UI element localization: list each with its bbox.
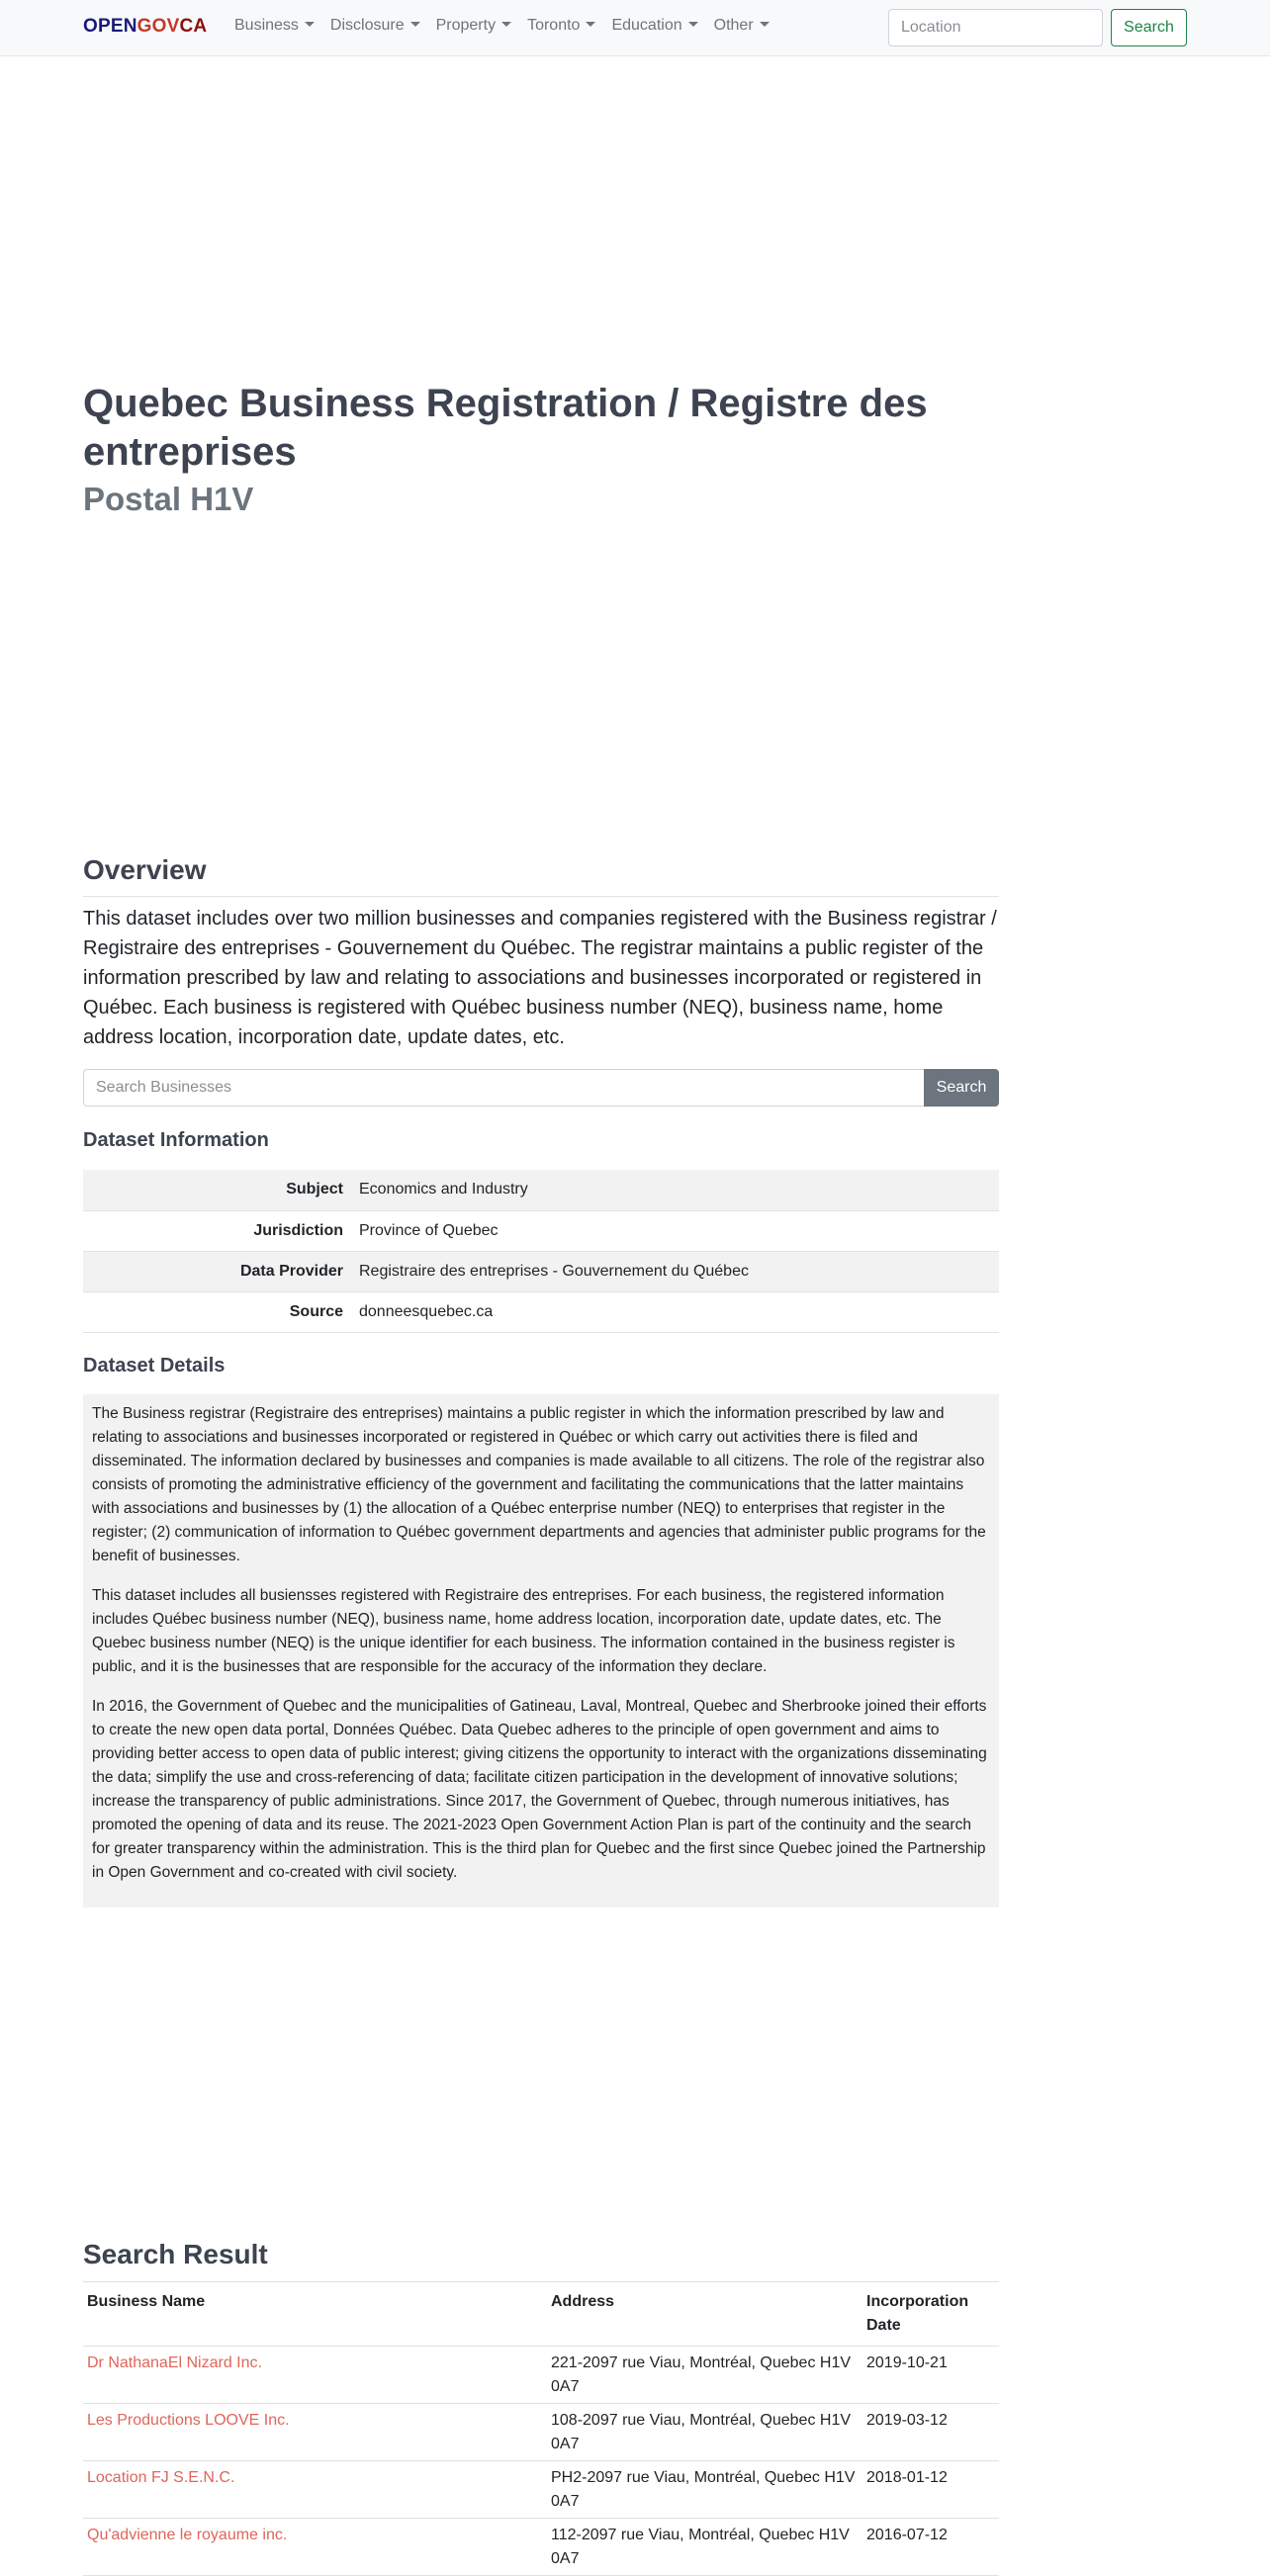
column-header-address: Address	[547, 2282, 862, 2347]
address-cell: 112-2097 rue Viau, Montréal, Quebec H1V 0A7	[547, 2519, 862, 2576]
business-link[interactable]: Les Productions LOOVE Inc.	[87, 2412, 290, 2429]
info-value: Province of Quebec	[359, 1221, 499, 1239]
details-paragraph: This dataset includes all busiensses registered with Registraire des entreprises. For each business, the registered information includes Québec business number (NEQ), business name, home address location, incorporation date, update dates, etc. The Quebec business number (NEQ) is the unique identifier for each business. The information contained in the business register is public, and it is the businesses that are responsible for the accuracy of the information they declare.	[92, 1587, 955, 1675]
dataset-info-heading: Dataset Information	[83, 1129, 269, 1151]
caret-down-icon	[688, 22, 698, 27]
business-name-cell	[83, 2461, 547, 2519]
brand-part-gov: GOV	[136, 16, 180, 37]
brand-part-open: OPEN	[83, 16, 137, 37]
business-name-cell	[83, 2347, 547, 2404]
overview-heading: Overview	[83, 854, 207, 885]
table-row	[83, 2519, 999, 2576]
nav-education-dropdown[interactable]	[611, 17, 697, 35]
nav-disclosure-label: Disclosure	[329, 17, 405, 34]
brand-logo[interactable]	[83, 16, 207, 38]
info-value: Registraire des entreprises - Gouvernement du Québec	[359, 1262, 749, 1280]
nav-business-label: Business	[234, 17, 299, 34]
business-search-input[interactable]	[83, 1069, 924, 1107]
top-navbar	[0, 0, 1270, 56]
nav-menu	[234, 17, 785, 35]
business-link[interactable]: Dr NathanaEl Nizard Inc.	[87, 2354, 262, 2371]
business-search-button[interactable]: Search	[924, 1069, 999, 1107]
address-cell: PH2-2097 rue Viau, Montréal, Quebec H1V 0A7	[547, 2461, 862, 2519]
nav-other-label: Other	[713, 17, 754, 34]
info-row-data-provider	[83, 1251, 999, 1291]
dataset-details-box	[83, 1394, 999, 1908]
dataset-info-table	[83, 1170, 999, 1333]
dataset-details-heading: Dataset Details	[83, 1355, 226, 1377]
address-cell: 221-2097 rue Viau, Montréal, Quebec H1V 0A7	[547, 2347, 862, 2404]
location-search-input[interactable]	[888, 9, 1103, 46]
caret-down-icon	[586, 22, 595, 27]
table-header-row	[83, 2282, 999, 2347]
details-paragraph: In 2016, the Government of Quebec and the municipalities of Gatineau, Laval, Montreal, Quebec and Sherbrooke joined their efforts to create the new open data portal, Données Québec. Data Quebec adheres to the principle of open government and aims to providing better access to open data of public interest; giving citizens the opportunity to interact with the organizations disseminating the data; simplify the use and cross-referencing of data; facilitate citizen participation in the development of innovative solutions; increase the transparency of public administrations. Since 2017, the Government of Quebec, through numerous initiatives, has promoted the opening of data and its reuse. The 2021-2023 Open Government Action Plan is part of the continuity and the search for greater transparency within the administration. This is the third plan for Quebec and the first since Quebec joined the Partnership in Open Government and co-created with civil society.	[92, 1698, 987, 1881]
info-value: Economics and Industry	[359, 1181, 528, 1199]
info-value: donneesquebec.ca	[359, 1302, 494, 1320]
page-title: Quebec Business Registration / Registre des entreprises	[83, 382, 928, 474]
brand-part-ca: CA	[179, 16, 208, 37]
caret-down-icon	[760, 22, 770, 27]
nav-property-label: Property	[435, 17, 497, 34]
info-label: Subject	[286, 1181, 343, 1199]
column-header-business-name: Business Name	[83, 2282, 547, 2347]
nav-toronto-label: Toronto	[527, 17, 581, 34]
date-cell: 2016-07-12	[862, 2519, 999, 2576]
caret-down-icon	[410, 22, 420, 27]
address-cell: 108-2097 rue Viau, Montréal, Quebec H1V 0A7	[547, 2404, 862, 2461]
caret-down-icon	[305, 22, 315, 27]
column-header-incorporation-date: Incorporation Date	[862, 2282, 999, 2347]
table-row	[83, 2461, 999, 2519]
nav-property-dropdown[interactable]	[436, 17, 511, 35]
nav-education-label: Education	[611, 17, 682, 34]
business-link[interactable]: Qu'advienne le royaume inc.	[87, 2527, 288, 2543]
location-search-button[interactable]: Search	[1111, 9, 1187, 46]
nav-toronto-dropdown[interactable]	[527, 17, 595, 35]
caret-down-icon	[501, 22, 511, 27]
details-paragraph: The Business registrar (Registraire des entreprises) maintains a public register in which the information prescribed by law and relating to associations and businesses incorporated or registered in Québec or which carry out activities there is filed and disseminated. The information declared by businesses and companies is made available to all citizens. The role of the registrar also consists of promoting the administrative efficiency of the government and facilitating the communications that the latter maintains with associations and businesses by (1) the allocation of a Québec enterprise number (NEQ) to enterprises that register in the register; (2) communication of information to Québec government departments and agencies that administer public programs for the benefit of businesses.	[92, 1405, 986, 1564]
date-cell: 2019-10-21	[862, 2347, 999, 2404]
table-row	[83, 2347, 999, 2404]
info-label: Jurisdiction	[253, 1221, 343, 1239]
business-name-cell	[83, 2519, 547, 2576]
date-cell: 2018-01-12	[862, 2461, 999, 2519]
overview-divider	[83, 896, 999, 897]
info-label: Data Provider	[239, 1262, 343, 1280]
nav-other-dropdown[interactable]	[714, 17, 770, 35]
business-name-cell	[83, 2404, 547, 2461]
business-link[interactable]: Location FJ S.E.N.C.	[87, 2469, 235, 2486]
page-subtitle: Postal H1V	[83, 481, 254, 517]
nav-disclosure-dropdown[interactable]	[330, 17, 420, 35]
nav-business-dropdown[interactable]	[234, 17, 315, 35]
date-cell: 2019-03-12	[862, 2404, 999, 2461]
info-row-source	[83, 1291, 999, 1332]
info-label: Source	[289, 1302, 343, 1320]
overview-text: This dataset includes over two million businesses and companies registered with the Business registrar / Registraire des entreprises - Gouvernement du Québec. The registrar maintains a public register of the information prescribed by law and relating to associations and businesses incorporated or registered in Québec. Each business is registered with Québec business number (NEQ), business name, home address location, incorporation date, update dates, etc.	[83, 908, 997, 1048]
info-row-jurisdiction	[83, 1210, 999, 1251]
search-results-table	[83, 2282, 999, 2576]
search-result-heading: Search Result	[83, 2239, 268, 2269]
info-row-subject	[83, 1170, 999, 1210]
table-row	[83, 2404, 999, 2461]
